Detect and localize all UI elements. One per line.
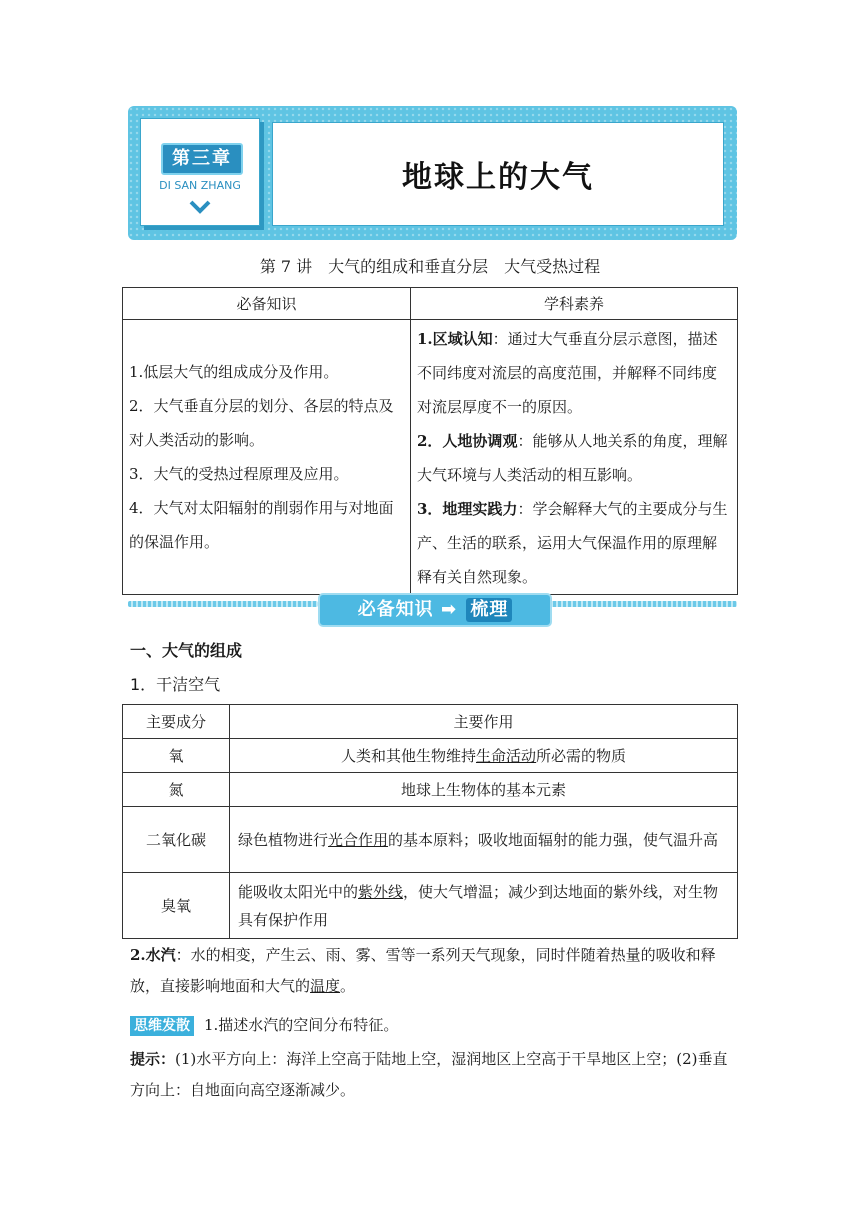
divider-line-left (128, 601, 318, 607)
divider-line-right (548, 601, 737, 607)
literacy-text: ：能够从人地关系的角度，理解大气环境与人类活动的相互影响。 (417, 432, 728, 484)
component-role: 能吸收太阳光中的紫外线，使大气增温；减少到达地面的紫外线，对生物具有保护作用 (230, 873, 738, 939)
knowledge-item: 3．大气的受热过程原理及应用。 (129, 465, 349, 483)
overview-header-knowledge: 必备知识 (123, 288, 411, 320)
component-name: 臭氧 (123, 873, 230, 939)
literacy-label: 3．地理实践力 (417, 500, 518, 518)
chapter-pinyin: DI SAN ZHANG (159, 179, 241, 192)
think-question (130, 1010, 738, 1041)
section-badge-right: 梳理 (466, 598, 512, 622)
water-vapor-label: 2.水汽 (130, 946, 176, 964)
component-name: 二氧化碳 (123, 807, 230, 873)
literacy-cell (411, 320, 738, 595)
literacy-label: 1.区域认知 (417, 330, 493, 348)
component-role: 地球上生物体的基本元素 (230, 773, 738, 807)
table-row (123, 807, 738, 873)
composition-header-name: 主要成分 (123, 705, 230, 739)
component-role: 人类和其他生物维持生命活动所必需的物质 (230, 739, 738, 773)
composition-table (122, 704, 738, 939)
component-name: 氧 (123, 739, 230, 773)
chapter-label: 第三章 (161, 143, 243, 175)
literacy-text: ：通过大气垂直分层示意图，描述不同纬度对流层的高度范围，并解释不同纬度对流层厚度不一的原因。 (417, 330, 718, 416)
knowledge-item: 2．大气垂直分层的划分、各层的特点及对人类活动的影响。 (129, 397, 394, 449)
table-row (123, 739, 738, 773)
section-divider (128, 593, 737, 627)
literacy-text: ：学会解释大气的主要成分与生产、生活的联系，运用大气保温作用的原理解释有关自然现象。 (417, 500, 728, 586)
table-row (123, 873, 738, 939)
literacy-label: 2．人地协调观 (417, 432, 518, 450)
chevron-down-icon (189, 199, 211, 215)
composition-header-role: 主要作用 (230, 705, 738, 739)
arrow-right-icon: ➡ (440, 599, 458, 620)
hint-label: 提示： (130, 1050, 176, 1068)
knowledge-item: 1.低层大气的组成成分及作用。 (129, 363, 339, 381)
literacy-item (417, 492, 731, 594)
hint-paragraph (130, 1044, 738, 1106)
question-text: 1.描述水汽的空间分布特征。 (204, 1016, 399, 1034)
think-tag: 思维发散 (130, 1016, 194, 1036)
literacy-item (417, 322, 731, 424)
section-badge-left: 必备知识 (357, 599, 434, 620)
chapter-title-box (272, 122, 724, 226)
hint-text: (1)水平方向上：海洋上空高于陆地上空，湿润地区上空高于干旱地区上空；(2)垂直方向上：自地面向高空逐渐减少。 (130, 1050, 728, 1099)
section-heading: 一、大气的组成 (130, 641, 243, 660)
table-row (123, 773, 738, 807)
water-vapor-paragraph: 2.水汽：水的相变，产生云、雨、雾、雪等一系列天气现象，同时伴随着热量的吸收和释放，直接影响地面和大气的温度。 (130, 946, 716, 995)
chapter-title: 地球上的大气 (402, 160, 594, 195)
section-badge (318, 593, 552, 627)
overview-header-literacy: 学科素养 (411, 288, 738, 320)
knowledge-cell (123, 320, 411, 595)
chapter-banner (128, 106, 737, 240)
overview-table (122, 287, 738, 595)
subsection-heading: 1．干洁空气 (130, 675, 221, 694)
chapter-badge (140, 118, 260, 226)
component-name: 氮 (123, 773, 230, 807)
component-role: 绿色植物进行光合作用的基本原料；吸收地面辐射的能力强，使气温升高 (230, 807, 738, 873)
literacy-item (417, 424, 731, 492)
knowledge-item: 4．大气对太阳辐射的削弱作用与对地面的保温作用。 (129, 499, 394, 551)
lecture-title: 第 7 讲 大气的组成和垂直分层 大气受热过程 (259, 257, 601, 276)
